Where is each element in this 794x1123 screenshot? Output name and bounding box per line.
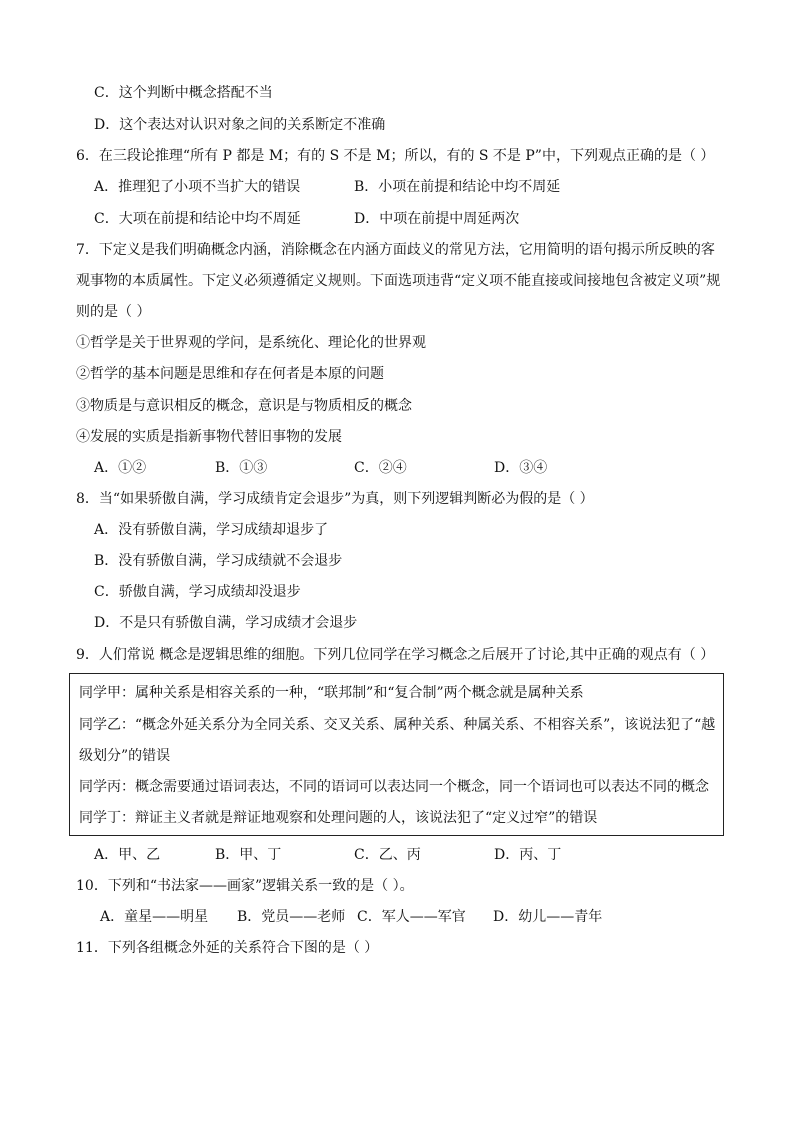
q8-option-b: B．没有骄傲自满，学习成绩就不会退步	[94, 553, 343, 569]
q7-item-2: ②哲学的基本问题是思维和存在何者是本原的问题	[76, 366, 384, 382]
q9-box-student-ding: 同学丁：辩证主义者就是辩证地观察和处理问题的人，该说法犯了“定义过窄”的错误	[79, 810, 598, 826]
q6-option-b: B．小项在前提和结论中均不周延	[354, 179, 561, 195]
q6-option-c: C．大项在前提和结论中均不周延	[94, 211, 301, 227]
q10-stem: 10．下列和“书法家——画家”逻辑关系一致的是（ ）。	[76, 878, 414, 894]
q7-option-b: B．①③	[215, 460, 268, 476]
q8-option-a: A．没有骄傲自满，学习成绩却退步了	[94, 522, 329, 538]
q7-stem-line2: 观事物的本质属性。下定义必须遵循定义规则。下面选项违背“定义项不能直接或间接地包含被定义项”规	[76, 273, 721, 289]
q7-item-4: ④发展的实质是指新事物代替旧事物的发展	[76, 429, 342, 445]
q5-option-d: D．这个表达对认识对象之间的关系断定不准确	[94, 117, 386, 133]
q8-option-c: C．骄傲自满，学习成绩却没退步	[94, 584, 301, 600]
q6-option-a: A．推理犯了小项不当扩大的错误	[94, 179, 301, 195]
q7-stem-line3: 则的是（ ）	[76, 304, 151, 320]
q9-option-a: A．甲、乙	[94, 847, 161, 863]
q7-option-d: D．③④	[494, 460, 548, 476]
q7-item-1: ①哲学是关于世界观的学问，是系统化、理论化的世界观	[76, 335, 426, 351]
q9-box-student-jia: 同学甲：属种关系是相容关系的一种，“联邦制”和“复合制”两个概念就是属种关系	[79, 685, 584, 701]
q9-option-c: C．乙、丙	[354, 847, 421, 863]
q6-option-d: D．中项在前提中周延两次	[354, 211, 520, 227]
q9-stem: 9．人们常说 概念是逻辑思维的细胞。下列几位同学在学习概念之后展开了讨论,其中正确的观点有（ ）	[76, 647, 715, 663]
q9-box-student-yi-line2: 级划分”的错误	[79, 748, 171, 764]
q7-item-3: ③物质是与意识相反的概念，意识是与物质相反的概念	[76, 398, 412, 414]
q11-stem: 11．下列各组概念外延的关系符合下图的是（ ）	[76, 940, 379, 956]
q7-option-a: A．①②	[94, 460, 147, 476]
q10-option-c: C．军人——军官	[357, 909, 466, 925]
q9-option-b: B．甲、丁	[215, 847, 282, 863]
q9-option-d: D．丙、丁	[494, 847, 562, 863]
q9-box-student-yi-line1: 同学乙：“概念外延关系分为全同关系、交叉关系、属种关系、种属关系、不相容关系”，该说法犯了“越	[79, 717, 716, 733]
q6-stem: 6．在三段论推理“所有 P 都是 M；有的 S 不是 M；所以，有的 S 不是 P”中，下列观点正确的是（ ）	[76, 148, 715, 164]
q9-discussion-box	[69, 673, 724, 836]
q10-option-d: D．幼儿——青年	[493, 909, 603, 925]
q7-stem-line1: 7．下定义是我们明确概念内涵，消除概念在内涵方面歧义的常见方法，它用简明的语句揭示所反映的客	[76, 242, 715, 258]
q8-stem: 8．当“如果骄傲自满，学习成绩肯定会退步”为真，则下列逻辑判断必为假的是（ ）	[76, 491, 594, 507]
q10-option-a: A．童星——明星	[100, 909, 209, 925]
q8-option-d: D．不是只有骄傲自满，学习成绩才会退步	[94, 615, 358, 631]
q10-option-b: B．党员——老师	[237, 909, 346, 925]
q7-option-c: C．②④	[354, 460, 407, 476]
q9-box-student-bing: 同学丙：概念需要通过语词表达，不同的语词可以表达同一个概念，同一个语词也可以表达不同的概念	[79, 779, 709, 795]
q5-option-c: C．这个判断中概念搭配不当	[94, 85, 273, 101]
